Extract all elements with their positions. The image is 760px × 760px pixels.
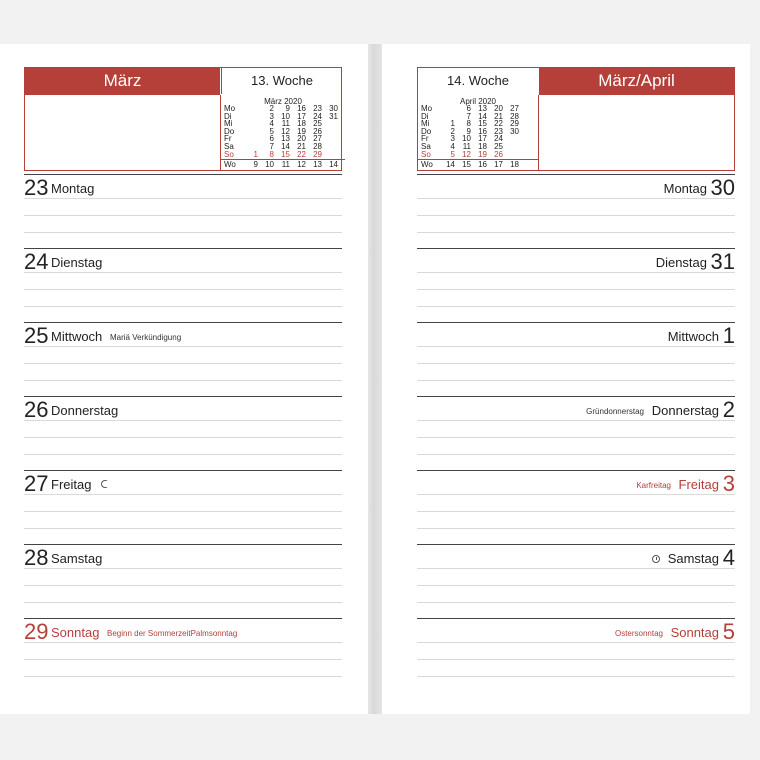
mini-calendar-title: März 2020 [264,97,302,106]
mini-calendar-cell: 29 [313,149,322,159]
mini-calendar-row [224,151,338,159]
weekday-name: Montag [663,181,707,196]
day-divider [417,544,735,545]
day-entry[interactable] [24,544,342,618]
writing-line [24,568,342,569]
writing-line [417,198,735,199]
day-entry[interactable] [24,174,342,248]
mini-calendar-cell: 13 [313,160,322,169]
writing-line [417,363,735,364]
weekday-label: Di [421,111,429,121]
mini-calendar-cell: 17 [478,134,487,144]
day-number: 1 [722,323,735,348]
day-number: 23 [24,175,49,200]
weekday-label: Mo [224,104,236,113]
mini-calendar-cell: 6 [269,134,274,144]
mini-calendar-cell: 16 [478,126,487,136]
day-number: 29 [24,619,49,644]
mini-calendar-cell: 25 [494,142,503,151]
day-divider [24,618,342,619]
day-number: 3 [722,471,735,496]
weekday-label: Fr [421,134,429,144]
mini-calendar-cell: 23 [313,104,322,113]
weekday-label: Mi [421,119,430,129]
mini-calendar-cell: 14 [478,111,487,121]
day-divider [24,248,342,249]
week-header [24,67,342,171]
mini-calendar-row [421,151,519,159]
writing-line [417,568,735,569]
clock-icon [652,555,660,563]
writing-line [417,289,735,290]
mini-calendar-cell: 3 [269,111,274,121]
day-divider [417,470,735,471]
writing-line [24,232,342,233]
mini-calendar-cell: 24 [313,111,322,121]
mini-calendar-cell: 9 [253,160,258,169]
month-title: März [25,68,220,94]
mini-calendar-cell: 10 [281,111,290,121]
mini-calendar-cell: 9 [285,104,290,113]
holiday-note: Karfreitag [636,481,671,490]
week-number: 14. Woche [447,73,509,88]
writing-line [417,494,735,495]
mini-calendar-cell: 16 [297,104,306,113]
mini-calendar-cell: 28 [313,142,322,151]
mini-week-numbers-row [224,161,338,169]
mini-calendar-cell: 11 [281,119,290,129]
writing-line [24,494,342,495]
mini-calendar-cell: 12 [281,126,290,136]
writing-line [24,363,342,364]
day-divider [24,174,342,175]
mini-calendar-cell: 3 [450,134,455,144]
writing-line [24,437,342,438]
writing-line [417,454,735,455]
mini-calendar-cell: 26 [313,126,322,136]
mini-calendar-cell: 29 [510,119,519,129]
weekday-label: Wo [421,160,433,169]
writing-line [417,232,735,233]
writing-line [24,420,342,421]
mini-calendar-cell: 13 [478,104,487,113]
mini-calendar-cell: 23 [494,126,503,136]
day-divider [24,322,342,323]
mini-calendar-cell: 27 [510,104,519,113]
day-divider [417,322,735,323]
mini-calendar-cell: 20 [297,134,306,144]
day-divider [417,396,735,397]
left-page [0,44,368,714]
writing-line [24,528,342,529]
writing-line [24,454,342,455]
weekday-name: Freitag [51,477,92,492]
day-entry[interactable] [417,174,735,248]
day-number: 30 [710,175,735,200]
mini-calendar-cell: 6 [466,104,471,113]
day-number: 24 [24,249,49,274]
weekday-name: Sonntag [670,625,719,640]
holiday-note: Ostersonntag [614,629,663,638]
weekday-label: Fr [224,134,232,144]
mini-calendar-cell: 4 [450,142,455,151]
right-page [382,44,750,714]
day-divider [24,544,342,545]
weekday-label: Sa [224,142,234,151]
mini-calendar-cell: 1 [450,119,455,129]
mini-calendar-cell: 15 [462,160,471,169]
mini-calendar-cell: 2 [450,126,455,136]
day-divider [24,396,342,397]
writing-line [24,602,342,603]
weekday-name: Donnerstag [51,403,119,418]
mini-calendar-cell: 15 [281,149,290,159]
mini-calendar-cell: 24 [494,134,503,144]
writing-line [417,420,735,421]
writing-line [417,272,735,273]
mini-calendar-cell: 15 [478,119,487,129]
day-entry[interactable] [24,470,342,544]
day-entry[interactable] [417,618,735,692]
writing-line [417,602,735,603]
writing-line [24,585,342,586]
mini-calendar-cell: 18 [297,119,306,129]
day-number: 28 [24,545,49,570]
day-entry[interactable] [24,618,342,692]
day-number: 26 [24,397,49,422]
mini-calendar-cell: 14 [329,160,338,169]
mini-calendar-cell: 17 [297,111,306,121]
writing-line [417,437,735,438]
mini-calendar-cell: 10 [265,160,274,169]
writing-line [417,215,735,216]
writing-line [417,528,735,529]
mini-calendar-cell: 18 [478,142,487,151]
holiday-note: Gründonnerstag [586,407,644,416]
weekday-name: Samstag [51,551,103,566]
mini-calendar-cell: 21 [297,142,306,151]
day-entry[interactable] [24,248,342,322]
mini-calendar-cell: 12 [297,160,306,169]
mini-calendar-cell: 20 [494,104,503,113]
day-number: 4 [722,545,735,570]
weekday-label: Di [224,111,232,121]
day-number: 25 [24,323,49,348]
weekday-label: Mo [421,104,433,113]
mini-calendar-cell: 10 [462,134,471,144]
mini-calendar-cell: 26 [494,149,503,159]
day-divider [417,618,735,619]
weekday-name: Montag [51,181,95,196]
week-number: 13. Woche [221,68,342,94]
writing-line [24,676,342,677]
mini-calendar-cell: 30 [329,104,338,113]
day-entry[interactable] [417,322,735,396]
writing-line [417,380,735,381]
weekday-name: Mittwoch [667,329,719,344]
mini-calendar-cell: 22 [494,119,503,129]
writing-line [417,676,735,677]
weekday-name: Samstag [667,551,719,566]
writing-line [24,306,342,307]
mini-calendar-cell: 30 [510,126,519,136]
writing-line [24,380,342,381]
mini-calendar-cell: 2 [269,104,274,113]
mini-week-numbers-row [421,161,519,169]
day-entry[interactable] [417,544,735,618]
writing-line [24,215,342,216]
book-gutter [368,44,382,714]
day-entry[interactable] [24,396,342,470]
mini-calendar-cell: 8 [269,149,274,159]
writing-line [417,642,735,643]
holiday-note: Mariä Verkündigung [110,333,182,342]
mini-calendar-cell: 19 [478,149,487,159]
day-entry[interactable] [417,396,735,470]
mini-calendar [220,95,345,171]
writing-line [417,306,735,307]
mini-calendar-cell: 5 [450,149,455,159]
mini-calendar-cell: 22 [297,149,306,159]
mini-calendar-cell: 12 [462,149,471,159]
weekday-label: So [224,149,234,159]
writing-line [24,198,342,199]
writing-line [24,272,342,273]
writing-line [417,585,735,586]
weekday-name: Dienstag [655,255,707,270]
weekday-name: Dienstag [51,255,103,270]
mini-calendar-title: April 2020 [459,97,497,106]
weekday-label: Sa [421,142,431,151]
writing-line [417,511,735,512]
weekday-label: So [421,149,431,159]
writing-line [417,659,735,660]
writing-line [24,659,342,660]
day-number: 31 [710,249,735,274]
weekday-label: Mi [224,119,233,129]
mini-calendar-cell: 16 [478,160,487,169]
mini-calendar-cell: 28 [510,111,519,121]
writing-line [24,289,342,290]
mini-calendar-cell: 7 [269,142,274,151]
mini-calendar-cell: 17 [494,160,503,169]
mini-calendar [418,95,539,171]
weekday-label: Do [421,126,432,136]
weekday-label: Do [224,126,235,136]
holiday-note: Beginn der SommerzeitPalmsonntag [107,629,238,638]
day-divider [417,248,735,249]
writing-line [24,511,342,512]
mini-calendar-cell: 8 [466,119,471,129]
mini-calendar-cell: 5 [269,126,274,136]
day-divider [417,174,735,175]
mini-calendar-cell: 25 [313,119,322,129]
mini-calendar-cell: 4 [269,119,274,129]
weekday-name: Freitag [678,477,719,492]
day-number: 2 [722,397,735,422]
mini-calendar-cell: 9 [466,126,471,136]
day-entry[interactable] [24,322,342,396]
day-number: 5 [722,619,735,644]
mini-calendar-cell: 27 [313,134,322,144]
month-title: März/April [539,68,734,94]
moon-phase-icon [101,480,109,488]
weekday-name: Donnerstag [651,403,719,418]
mini-calendar-cell: 11 [281,160,290,169]
day-number: 27 [24,471,49,496]
day-divider [24,470,342,471]
mini-calendar-cell: 1 [253,149,258,159]
writing-line [417,346,735,347]
weekday-name: Mittwoch [51,329,103,344]
mini-calendar-cell: 13 [281,134,290,144]
writing-line [24,642,342,643]
mini-calendar-cell: 14 [281,142,290,151]
weekday-label: Wo [224,160,236,169]
mini-calendar-cell: 21 [494,111,503,121]
mini-calendar-cell: 19 [297,126,306,136]
writing-line [24,346,342,347]
mini-calendar-cell: 7 [466,111,471,121]
day-entry[interactable] [417,470,735,544]
mini-calendar-cell: 14 [446,160,455,169]
mini-calendar-cell: 31 [329,111,338,121]
week-header [417,67,735,171]
day-entry[interactable] [417,248,735,322]
mini-calendar-cell: 11 [462,142,471,151]
mini-calendar-cell: 18 [510,160,519,169]
weekday-name: Sonntag [51,625,100,640]
